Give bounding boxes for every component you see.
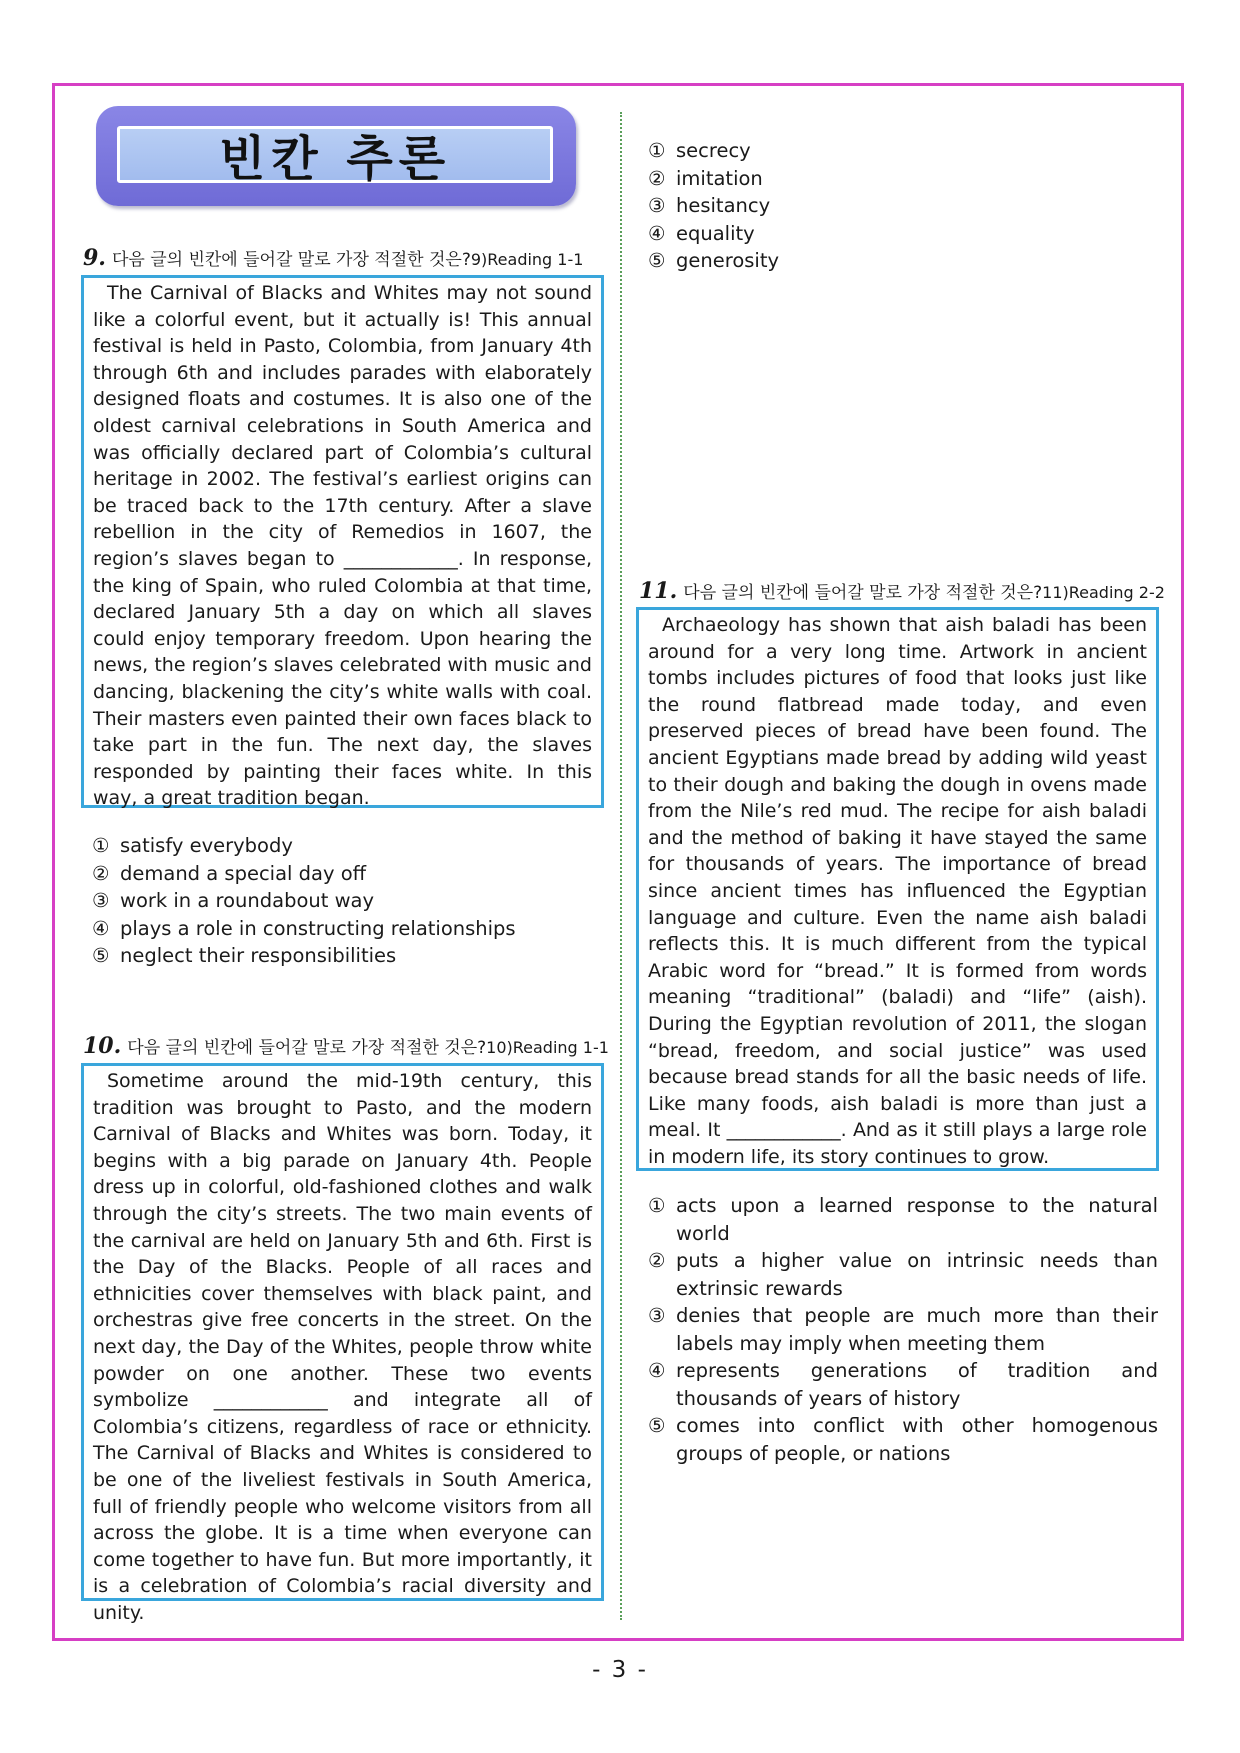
answer-choice[interactable]: ④ equality <box>648 221 755 245</box>
question-prompt: 다음 글의 빈칸에 들어갈 말로 가장 적절한 것은? <box>111 250 471 270</box>
answer-choice[interactable]: ② demand a special day off <box>92 861 367 885</box>
answer-choice[interactable]: ④ represents generations of tradition and thousands of years of history <box>648 1359 1158 1410</box>
answer-choice[interactable]: ⑤ generosity <box>648 249 780 272</box>
question-9-header <box>83 245 583 271</box>
section-banner-inner <box>117 126 553 187</box>
question-number: 10. <box>83 1033 122 1059</box>
answer-choice[interactable]: ③ denies that people are much more than their labels may imply when meeting them <box>648 1304 1158 1355</box>
question-10-passage-box <box>81 1063 604 1624</box>
passage-text: Archaeology has shown that aish baladi has been around for a very long time. Artwork in ancient tombs includes pictures of food that looks just like the round flatbread made today, and even preserved pieces of bread have been found. The ancient Egyptians made bread by adding wild yeast to their dough and baking the dough in ovens made from the Nile’s red mud. The recipe for aish baladi and the method of baking it have stayed the same for thousands of years. The importance of bread since ancient times has influenced the Egyptian language and culture. Even the name aish baladi reflects this. It is much different from the typical Arabic word for “bread.” It is formed from words meaning “traditional” (baladi) and “life” (aish). During the Egyptian revolution of 2011, the slogan “bread, freedom, and social justice” was used because bread stands for all the basic needs of life. Like many foods, aish baladi is more than just a meal. It ____________. And as it still plays a large role in modern life, its story continues to grow. <box>648 614 1147 1168</box>
question-source: 9)Reading 1-1 <box>470 250 584 269</box>
question-10-header <box>83 1033 609 1059</box>
question-9-choices <box>92 832 592 970</box>
answer-choice[interactable]: ① secrecy <box>648 139 751 162</box>
question-source: 11)Reading 2-2 <box>1042 583 1165 602</box>
question-number: 9. <box>83 245 106 271</box>
page-number: - 3 - <box>592 1657 648 1683</box>
section-title: 빈칸 추론 <box>218 131 452 187</box>
section-banner <box>96 106 576 206</box>
answer-choice[interactable]: ③ hesitancy <box>648 194 771 217</box>
passage-text: The Carnival of Blacks and Whites may not sound like a colorful event, but it actually is! This annual festival is held in Pasto, Colombia, from January 4th through 6th and includes parades with elaborately designed floats and costumes. It is also one of the oldest carnival celebrations in South America and was officially declared part of Colombia’s cultural heritage in 2002. The festival’s earliest origins can be traced back to the 17th century. After a slave rebellion in the city of Remedios in 1607, the region’s slaves began to ____________. In response, the king of Spain, who ruled Colombia at that time, declared January 5th a day on which all slaves could enjoy temporary freedom. Upon hearing the news, the region’s slaves celebrated with music and dancing, blackening the city’s white walls with coal. Their masters even painted their own faces black to take part in the fun. The next day, the slaves responded by painting their faces white. In this way, a great tradition began. <box>93 282 592 810</box>
answer-choice[interactable]: ⑤ neglect their responsibilities <box>92 944 397 967</box>
question-9-passage-box <box>81 275 604 808</box>
question-11-passage-box <box>636 607 1159 1171</box>
answer-choice[interactable]: ③ work in a roundabout way <box>92 889 375 912</box>
question-11-choices <box>648 1192 1158 1467</box>
answer-choice[interactable]: ① satisfy everybody <box>92 834 293 857</box>
question-prompt: 다음 글의 빈칸에 들어갈 말로 가장 적절한 것은? <box>683 583 1043 603</box>
question-10-choices <box>648 137 1148 275</box>
passage-text: Sometime around the mid-19th century, this tradition was brought to Pasto, and the modern Carnival of Blacks and Whites was born. Today, it begins with a big parade on January 4th. People dress up in colorful, old-fashioned clothes and walk through the city’s streets. The two main events of the carnival are held on January 5th and 6th. First is the Day of the Blacks. People of all races and ethnicities cover themselves with black paint, and orchestras give free concerts in the street. On the next day, the Day of the Whites, people throw white powder on one another. These two events symbolize ____________ and integrate all of Colombia’s citizens, regardless of race or ethnicity. The Carnival of Blacks and Whites is considered to be one of the liveliest festivals in South America, full of friendly people who welcome visitors from all across the globe. It is a time when everyone can come together to have fun. But more importantly, it is a celebration of Colombia’s racial diversity and unity. <box>93 1070 592 1624</box>
answer-choice[interactable]: ④ plays a role in constructing relationships <box>92 916 516 940</box>
answer-choice[interactable]: ⑤ comes into conflict with other homogenous groups of people, or nations <box>648 1414 1158 1465</box>
question-11-header <box>639 578 1165 604</box>
column-divider <box>620 112 622 1620</box>
answer-choice[interactable]: ② puts a higher value on intrinsic needs than extrinsic rewards <box>648 1249 1158 1300</box>
question-source: 10)Reading 1-1 <box>486 1038 609 1057</box>
question-prompt: 다음 글의 빈칸에 들어갈 말로 가장 적절한 것은? <box>127 1038 487 1058</box>
question-number: 11. <box>639 578 678 604</box>
answer-choice[interactable]: ① acts upon a learned response to the natural world <box>648 1194 1158 1245</box>
answer-choice[interactable]: ② imitation <box>648 166 763 190</box>
